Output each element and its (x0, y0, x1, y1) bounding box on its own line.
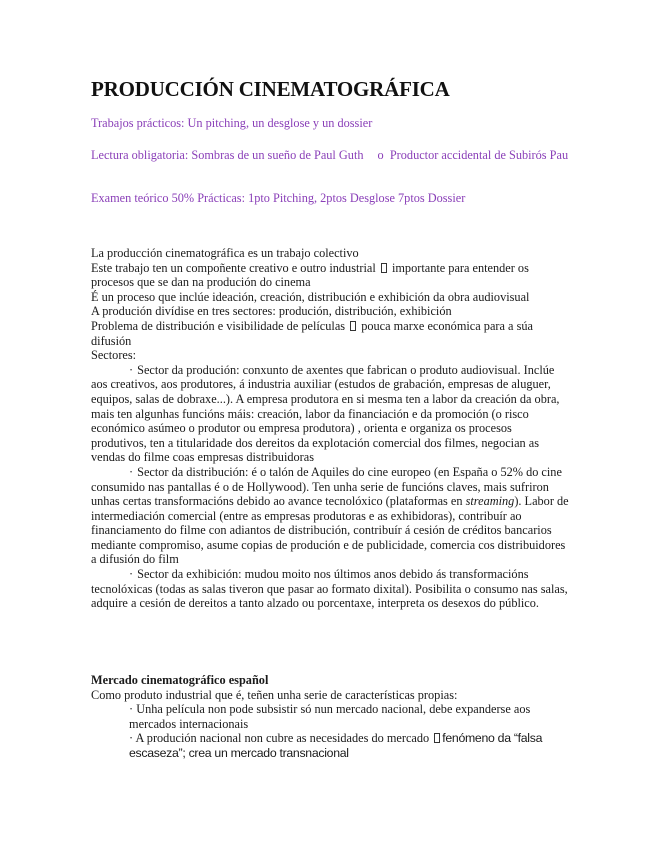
bullet-dot: · (129, 731, 134, 746)
body-text-fragment: Problema de distribución e visibilidade de películas (91, 318, 346, 333)
body-text-fragment: pouca marxe económica para a súa difusión (91, 318, 533, 348)
bullet-dot: · (129, 567, 134, 582)
arrow-icon (434, 733, 440, 743)
body-line: É un proceso que inclúe ideación, creación, distribución e exhibición da obra audiovisual (91, 289, 530, 304)
list-item-text: fenómeno da “falsa escaseza”; crea un mercado transnacional (129, 731, 543, 760)
info-examen: Examen teórico 50% Prácticas: 1pto Pitching, 2ptos Desglose 7ptos Dossier (91, 191, 466, 205)
body-text-fragment: importante para entender os procesos que se dan na produción do cinema (91, 260, 529, 290)
bullet-dot: · (129, 702, 134, 717)
body-line (91, 261, 569, 290)
lectura-book-a: Lectura obligatoria: Sombras de un sueño de Paul Guth (91, 148, 364, 162)
list-item (91, 731, 569, 760)
body-line: A produción divídise en tres sectores: produción, distribución, exhibición (91, 304, 452, 319)
body-line (91, 319, 569, 348)
list-item (91, 702, 569, 731)
bullet-dot: · (129, 362, 134, 377)
sector-text: Sector da distribución: é o talón de Aquiles do cine europeo (en España o 52% do cine consumido nas pantallas é o de Hollywood). Ten unha serie de funcións claves, mais sufriron unhas certas transformacións debido ao avance tecnolóxico (plataformas en (91, 464, 562, 509)
sector-exhibicion (91, 567, 569, 611)
sector-text: ). Labor de intermediación comercial (entre as empresas produtoras e as exhibidoras), contribuír ao financiamento do filme con adiantos de distribución, contribuír á cesión de créditos bancarios mediante compromiso, asume copias de produción e de publicidade, comercia cos distribuidores a difusión do film (91, 494, 569, 567)
sector-text: Sector da produción: conxunto de axentes que fabrican o produto audiovisual. Inclúe aos creativos, aos produtores, á industria auxiliar (estudos de grabación, empresas de aluguer, equipos, salas de dobraxe...). A empresa produtora en si mesma ten a labor da creación da obra, mais ten algunhas funcións máis: creación, labor da financiación e da promoción (o risco económico asúmeo o produtor ou empresa produtora) , orienta e organiza os procesos produtivos, ten a titularidade dos dereitos da explotación comercial dos filmes, negocian as vendas do filme coas empresas distribuidoras (91, 362, 560, 465)
lectura-book-b: Productor accidental de Subirós Pau (389, 148, 569, 162)
body-line: Sectores: (91, 348, 137, 363)
page-title: PRODUCCIÓN CINEMATOGRÁFICA (91, 77, 450, 101)
bullet-dot: · (129, 464, 134, 479)
arrow-icon (381, 263, 387, 273)
arrow-icon (350, 321, 356, 331)
lectura-separator: o (377, 148, 384, 162)
info-lectura (91, 148, 569, 163)
market-section (91, 673, 569, 761)
body-text-fragment: Este trabajo ten un compoñente creativo e outro industrial (91, 260, 376, 275)
market-intro: Como produto industrial que é, teñen unha serie de características propias: (91, 687, 458, 702)
body-section (91, 246, 569, 611)
sector-text: Sector da exhibición: mudou moito nos últimos anos debido ás transformacións tecnolóxicas (todas as salas tiveron que pasar ao formato dixital). Posibilita o consumo nas salas, adquire a cesión de dereitos a tanto alzado ou porcentaxe, interpreta os desexos do público. (91, 567, 568, 611)
sector-produccion (91, 363, 569, 465)
sector-distribucion (91, 465, 569, 567)
list-item-text: Unha película non pode subsistir só nun mercado nacional, debe expanderse aos mercados internacionais (129, 702, 531, 731)
section-heading: Mercado cinematográfico español (91, 673, 269, 687)
sector-text-italic: streaming (465, 494, 515, 509)
body-line: La producción cinematográfica es un trabajo colectivo (91, 246, 359, 260)
list-item-text: A produción nacional non cubre as necesidades do mercado (135, 731, 430, 746)
info-trabajos: Trabajos prácticos: Un pitching, un desglose y un dossier (91, 116, 373, 130)
